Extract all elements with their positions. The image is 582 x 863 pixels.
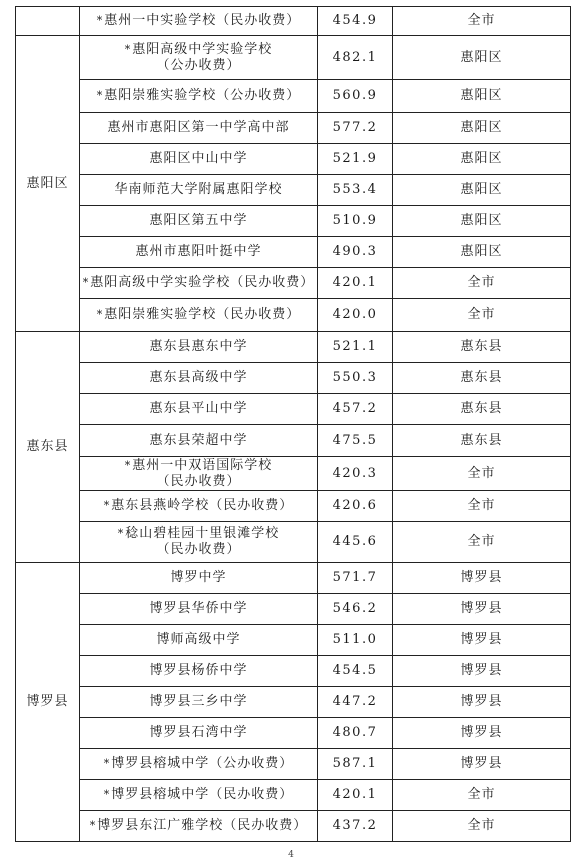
school-cell [80,425,318,457]
enrollment-scope-cell: 全市 [393,522,571,563]
enrollment-scope-cell: 全市 [393,491,571,522]
page-number: 4 [288,850,294,860]
enrollment-scope-cell: 博罗县 [393,718,571,749]
enrollment-scope-cell: 博罗县 [393,625,571,656]
school-name: 惠东县燕岭学校（民办收费） [111,498,294,513]
enrollment-scope-cell: 惠阳区 [393,80,571,113]
table-row [16,656,571,687]
table-row [16,718,571,749]
enrollment-scope-cell: 博罗县 [393,687,571,718]
score-cell: 454.5 [318,656,393,687]
admission-score-table [15,6,571,842]
score-cell: 457.2 [318,394,393,425]
score-cell: 571.7 [318,563,393,594]
score-cell: 577.2 [318,113,393,144]
score-cell: 490.3 [318,237,393,268]
table-row [16,206,571,237]
school-name: 惠州市惠阳区第一中学高中部 [107,120,290,135]
school-cell [80,656,318,687]
enrollment-scope-cell: 惠东县 [393,332,571,363]
school-name: 博罗县杨侨中学 [149,663,248,678]
enrollment-scope-cell: 全市 [393,7,571,36]
school-name: 惠州一中实验学校（民办收费） [104,13,301,28]
score-cell: 521.1 [318,332,393,363]
school-cell [80,522,318,563]
district-cell: 惠阳区 [16,36,80,332]
school-name: 博罗县榕城中学（公办收费） [111,756,294,771]
school-name: 惠阳区中山中学 [149,151,248,166]
school-name: 惠阳高级中学实验学校（民办收费） [90,275,315,290]
school-cell [80,268,318,299]
enrollment-scope-cell: 全市 [393,268,571,299]
enrollment-scope-cell: 惠东县 [393,394,571,425]
enrollment-scope-cell: 博罗县 [393,749,571,780]
private-fee-star-mark: * [124,42,132,56]
school-name: 惠阳崇雅实验学校（公办收费） [104,88,301,103]
private-fee-star-mark: * [82,276,90,289]
private-fee-star-mark: * [117,527,125,540]
table-row [16,36,571,80]
enrollment-scope-cell: 全市 [393,780,571,811]
school-cell [80,113,318,144]
school-name: 惠东县平山中学 [149,401,248,416]
table-row [16,299,571,332]
district-cell: 博罗县 [16,563,80,842]
school-cell [80,394,318,425]
score-cell: 587.1 [318,749,393,780]
school-cell [80,749,318,780]
table-row [16,80,571,113]
school-name: 惠东县高级中学 [149,370,248,385]
table-row [16,780,571,811]
enrollment-scope-cell: 惠阳区 [393,113,571,144]
school-name: 惠阳区第五中学 [149,213,248,228]
school-name: 惠阳崇雅实验学校（民办收费） [104,307,301,322]
school-cell [80,687,318,718]
district-cell [16,7,80,36]
school-cell [80,594,318,625]
score-cell: 510.9 [318,206,393,237]
score-cell: 482.1 [318,36,393,80]
private-fee-star-mark: * [89,819,97,832]
school-name: 博罗县华侨中学 [149,601,248,616]
private-fee-star-mark: * [103,757,111,770]
private-fee-star-mark: * [96,308,104,321]
school-cell [80,491,318,522]
score-cell: 437.2 [318,811,393,842]
school-name: 稔山碧桂园十里银滩学校 （民办收费） [125,526,280,557]
enrollment-scope-cell: 惠东县 [393,363,571,394]
table-row [16,425,571,457]
table-row [16,7,571,36]
table-row [16,113,571,144]
score-cell: 511.0 [318,625,393,656]
school-name: 惠州市惠阳叶挺中学 [135,244,262,259]
table-row [16,563,571,594]
school-name: 惠阳高级中学实验学校 （公办收费） [132,41,273,73]
table-body [16,7,571,842]
score-cell: 420.0 [318,299,393,332]
school-cell [80,237,318,268]
table-row [16,625,571,656]
score-cell: 560.9 [318,80,393,113]
table-row [16,491,571,522]
enrollment-scope-cell: 全市 [393,299,571,332]
enrollment-scope-cell: 惠阳区 [393,175,571,206]
school-cell [80,80,318,113]
school-cell [80,811,318,842]
school-name: 博罗县榕城中学（民办收费） [111,787,294,802]
score-cell: 420.1 [318,268,393,299]
enrollment-scope-cell: 惠阳区 [393,237,571,268]
table-row [16,268,571,299]
enrollment-scope-cell: 全市 [393,811,571,842]
score-cell: 420.6 [318,491,393,522]
district-cell: 惠东县 [16,332,80,563]
score-cell: 447.2 [318,687,393,718]
table-row [16,594,571,625]
school-cell [80,175,318,206]
score-cell: 546.2 [318,594,393,625]
table-row [16,749,571,780]
enrollment-scope-cell: 全市 [393,457,571,491]
private-fee-star-mark: * [96,89,104,102]
private-fee-star-mark: * [96,14,104,27]
score-cell: 420.1 [318,780,393,811]
school-cell [80,363,318,394]
school-name: 惠东县荣超中学 [149,432,248,448]
enrollment-scope-cell: 惠阳区 [393,144,571,175]
school-cell [80,563,318,594]
school-name: 博罗县东江广雅学校（民办收费） [97,818,308,833]
enrollment-scope-cell: 惠阳区 [393,36,571,80]
school-cell [80,332,318,363]
score-cell: 445.6 [318,522,393,563]
enrollment-scope-cell: 博罗县 [393,563,571,594]
table-row [16,811,571,842]
school-cell [80,299,318,332]
table-row [16,457,571,491]
table-row [16,332,571,363]
school-cell [80,206,318,237]
school-cell [80,625,318,656]
school-cell [80,36,318,80]
school-cell [80,718,318,749]
school-cell [80,144,318,175]
private-fee-star-mark: * [103,788,111,801]
private-fee-star-mark: * [103,499,111,512]
table-row [16,175,571,206]
table-row [16,363,571,394]
school-name: 博罗县三乡中学 [149,694,248,709]
school-cell [80,7,318,36]
enrollment-scope-cell: 博罗县 [393,656,571,687]
enrollment-scope-cell: 惠阳区 [393,206,571,237]
school-name: 惠州一中双语国际学校 （民办收费） [132,457,273,489]
score-cell: 553.4 [318,175,393,206]
enrollment-scope-cell: 惠东县 [393,425,571,457]
table-row [16,144,571,175]
private-fee-star-mark: * [124,458,132,472]
school-cell [80,780,318,811]
table-row [16,394,571,425]
school-name: 华南师范大学附属惠阳学校 [114,182,283,197]
score-cell: 475.5 [318,425,393,457]
score-cell: 454.9 [318,7,393,36]
school-cell [80,457,318,491]
table-row [16,522,571,563]
school-name: 博师高级中学 [156,632,241,647]
enrollment-scope-cell: 博罗县 [393,594,571,625]
score-cell: 521.9 [318,144,393,175]
school-name: 博罗县石湾中学 [149,725,248,740]
table-row [16,237,571,268]
score-cell: 420.3 [318,457,393,491]
school-name: 惠东县惠东中学 [149,339,248,354]
score-cell: 550.3 [318,363,393,394]
table-row [16,687,571,718]
school-name: 博罗中学 [170,570,227,585]
score-cell: 480.7 [318,718,393,749]
